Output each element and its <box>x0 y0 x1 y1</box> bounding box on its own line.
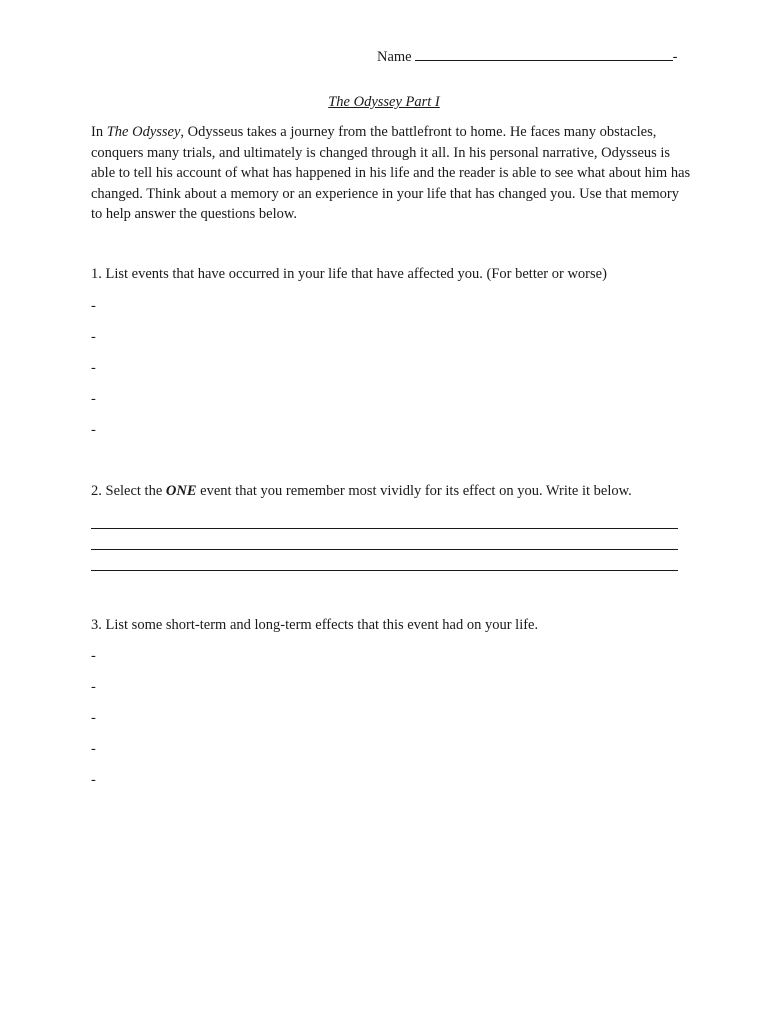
question-3-bullet: - <box>91 741 96 757</box>
question-2-emphasis: ONE <box>165 483 197 499</box>
page-title: The Odyssey Part I <box>328 94 440 110</box>
question-3-bullet: - <box>91 710 96 726</box>
intro-prefix: In <box>91 124 107 140</box>
answer-line[interactable] <box>91 570 678 571</box>
question-1-bullet: - <box>91 298 96 314</box>
name-label: Name <box>377 49 412 65</box>
question-1: 1. List events that have occurred in your life that have affected you. (For better or worse) <box>91 266 607 282</box>
question-2-prefix: 2. Select the <box>91 483 166 499</box>
intro-book-title: The Odyssey <box>106 124 181 140</box>
intro-body: , Odysseus takes a journey from the battlefront to home. He faces many obstacles, conquers many trials, and ultimately is changed through it all. In his personal narrative, Odysseus is able to tell his account of what has happened in his life and the reader is able to see what about him has changed. Think about a memory or an experience in your life that has changed you. Use that memory to help answer the questions below. <box>91 124 691 222</box>
question-1-bullet: - <box>91 422 96 438</box>
question-1-bullet: - <box>91 329 96 345</box>
question-2-suffix: event that you remember most vividly for its effect on you. Write it below. <box>196 483 632 499</box>
question-2 <box>91 483 632 500</box>
question-1-bullet: - <box>91 391 96 407</box>
name-trailing-mark: - <box>672 49 678 65</box>
name-field-row <box>377 46 677 66</box>
question-1-bullet: - <box>91 360 96 376</box>
intro-paragraph <box>91 122 691 225</box>
answer-line[interactable] <box>91 528 678 529</box>
question-3-bullet: - <box>91 679 96 695</box>
answer-line[interactable] <box>91 549 678 550</box>
question-3-bullet: - <box>91 772 96 788</box>
name-blank-line[interactable] <box>415 46 673 61</box>
question-3-bullet: - <box>91 648 96 664</box>
question-3: 3. List some short-term and long-term effects that this event had on your life. <box>91 617 539 633</box>
